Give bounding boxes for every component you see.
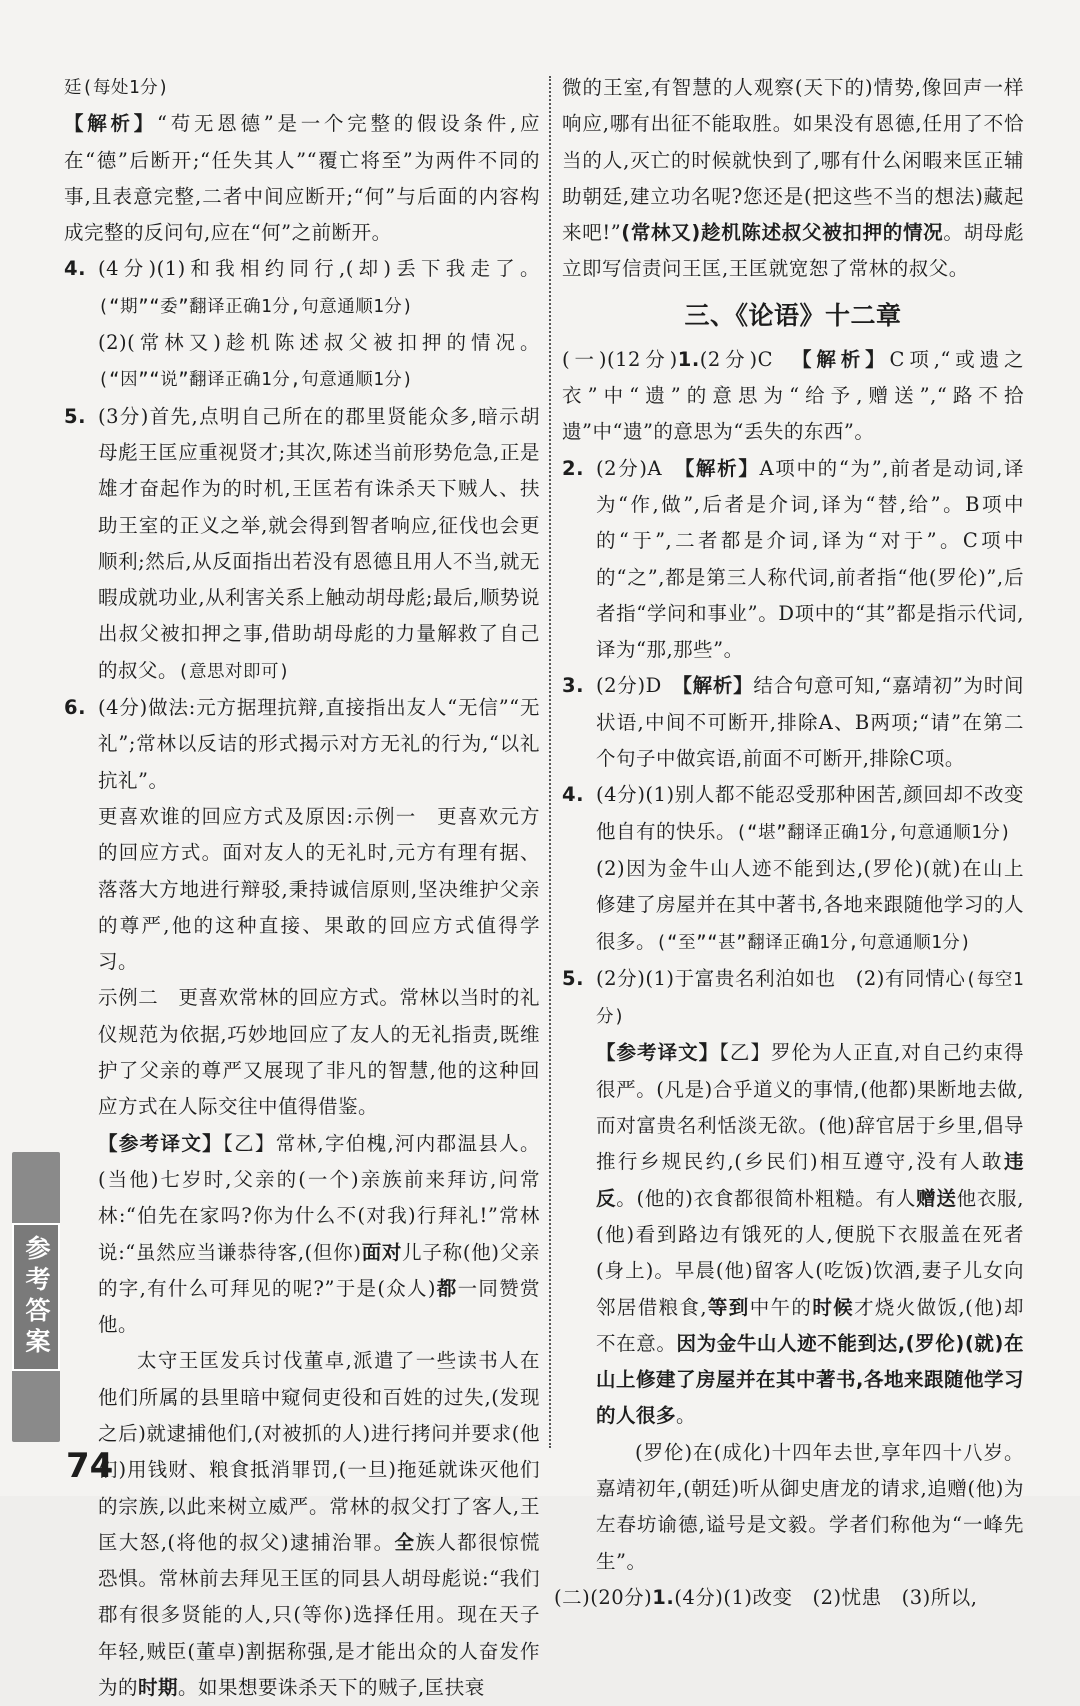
translation-text: 一同赞赏他。 <box>98 1276 540 1337</box>
bold-keyword: 赠送 <box>916 1186 957 1210</box>
answer-text: (2)(常林又)趁机陈述叔父被扣押的情况。 <box>98 331 540 355</box>
translation-text: 才烧火做饭,(他)却不在意。 <box>596 1295 1024 1355</box>
translation-text: 族人都很惊慌恐惧。常林前去拜见王匡的同县人胡母彪说:“我们郡有很多贤能的人,只(等你)选择任用。现在天子年轻,贼臣(董卓)割据称强,是才能出众的人奋发作为的 <box>98 1530 540 1700</box>
answer-text: (2)因为金牛山人迹不能到达,(罗伦)(就)在山上修建了房屋并在其中著书,各地来跟随他学习的人很多。 <box>596 856 1024 953</box>
scoring-note: (意思对即可) <box>178 661 291 682</box>
item-number: 4. <box>562 783 584 807</box>
left-column <box>64 70 540 1706</box>
item-number: 4. <box>64 257 86 281</box>
answer-item-2 <box>562 451 1024 669</box>
bold-keyword: (常林又)趁机陈述叔父被扣押的情况 <box>621 221 944 245</box>
translation-text: 。(他的)衣食都很简朴粗糙。有人 <box>616 1186 917 1210</box>
reference-tag: 【参考译文】 <box>98 1131 223 1155</box>
answer-item-4-right <box>562 777 1024 851</box>
continued-line: 廷(每处1分) <box>64 78 170 98</box>
answer-text: (2分)(1)于富贵名利泊如也 (2)有同情心 <box>596 966 966 990</box>
reference-translation-right-p2: (罗伦)在(成化)十四年去世,享年四十八岁。嘉靖初年,(朝廷)听从御史唐龙的请求,追赠(他)为左春坊谕德,谥号是文毅。学者们称他为“一峰先生”。 <box>596 1440 1024 1573</box>
answer-item-4 <box>64 251 540 325</box>
scoring-note: (“期”“委”翻译正确1分,句意通顺1分) <box>98 296 414 317</box>
reference-translation <box>64 1126 540 1344</box>
translation-text: 儿子称(他)父亲的字,有什么可拜见的呢?”于是(众人) <box>98 1240 541 1300</box>
item-number: 1. <box>677 347 700 371</box>
item-number: 2. <box>562 456 584 480</box>
item-number: 1. <box>652 1585 675 1609</box>
scoring-note: (“堪”翻译正确1分,句意通顺1分) <box>736 822 1012 843</box>
part-prefix: (二)(20分) <box>554 1585 653 1609</box>
analysis-text: “苟无恩德”是一个完整的假设条件,应在“德”后断开;“任失其人”“覆亡将至”为两件不同的事,且表意完整,二者中间应断开;“何”与后面的内容构成完整的反问句,应在“何”之前断开。 <box>64 112 540 245</box>
bold-keyword: 全 <box>394 1530 416 1554</box>
translation-text: 【乙】罗伦为人正直,对自己约束得很严。(凡是)合乎道义的事情,(他都)果断地去做,而对富贵名利恬淡无欲。(他)辞官居于乡里,倡导推行乡规民约,(乡民们)相互遵守,没有人敢 <box>596 1041 1024 1174</box>
answer-item-4-part-2 <box>64 325 540 399</box>
translation-text: 【乙】常林,字伯槐,河内郡温县人。(当他)七岁时,父亲的(一个)亲族前来拜访,问常林:“伯先在家吗?你为什么不(对我)行拜礼!”常林说:“虽然应当谦恭待客,(但你) <box>98 1131 540 1264</box>
translation-text: 微的王室,有智慧的人观察(天下的)情势,像回声一样响应,哪有出征不能取胜。如果没有恩德,任用了不恰当的人,灭亡的时候就快到了,哪有什么闲暇来匡正辅助朝廷,建立功名呢?您还是(把这些不当的想法)藏起来吧!” <box>562 76 1024 245</box>
column-divider <box>549 76 551 1448</box>
answer-item-6-example-2: 示例二 更喜欢常林的回应方式。常林以当时的礼仪规范为依据,巧妙地回应了友人的无礼指责,既维护了父亲的尊严又展现了非凡的智慧,他的这种回应方式在人际交往中值得借鉴。 <box>98 986 540 1119</box>
bold-keyword: 因为金牛山人迹不能到达,(罗伦)(就)在山上修建了房屋并在其中著书,各地来跟随他学习的人很多 <box>596 1331 1024 1428</box>
item-number: 3. <box>562 674 584 698</box>
answer-text: (4分)(1)改变 (2)忧患 (3)所以, <box>674 1585 978 1609</box>
reference-translation-p2 <box>64 1343 540 1706</box>
page-number: 74 <box>66 1446 114 1486</box>
side-tab-label: 参考答案 <box>12 1223 60 1371</box>
translation-text: 。 <box>676 1404 697 1428</box>
bold-keyword: 违反 <box>596 1150 1024 1210</box>
item-number: 5. <box>562 966 584 990</box>
analysis-tag: 【解析】 <box>682 674 754 698</box>
answer-item-6 <box>64 690 540 799</box>
answer-text: (3分)首先,点明自己所在的郡里贤能众多,暗示胡母彪王匡应重视贤才;其次,陈述当前形势危急,正是雄才奋起作为的时机,王匡若有诛杀天下贼人、扶助王室的正义之举,就会得到智者响应,征伐也会更顺利;然后,从反面指出若没有恩德且用人不当,就无暇成就功业,从利害关系上触动胡母彪;最后,顺势说出叔父被扣押之事,借助胡母彪的力量解救了自己的叔父。 <box>98 404 540 682</box>
scoring-note: (每空1分) <box>596 969 1024 1028</box>
answer-text: (2分)A <box>596 456 663 480</box>
reference-tag: 【参考译文】 <box>596 1041 720 1065</box>
continued-translation <box>562 70 1024 288</box>
translation-text: 中午的 <box>749 1295 813 1319</box>
answer-text: (4分)(1)和我相约同行,(却)丢下我走了。 <box>98 257 540 281</box>
answer-item-3 <box>562 668 1024 777</box>
translation-text: 。如果想要诛杀天下的贼子,匡扶衰 <box>178 1676 485 1700</box>
answer-item-5-right <box>562 961 1024 1036</box>
analysis-text: C项,“或遗之衣”中“遗”的意思为“给予,赠送”,“路不拾遗”中“遗”的意思为“丢失的东西”。 <box>562 347 1024 444</box>
right-column <box>554 70 1025 1616</box>
scoring-note: (“因”“说”翻译正确1分,句意通顺1分) <box>98 370 414 391</box>
analysis-paragraph <box>64 106 540 251</box>
answer-item-6-example-1: 更喜欢谁的回应方式及原因:示例一 更喜欢元方的回应方式。面对友人的无礼时,元方有理有据、落落大方地进行辩驳,秉持诚信原则,坚决维护父亲的尊严,他的这种直接、果敢的回应方式值得学习。 <box>98 804 540 974</box>
bold-keyword: 时候 <box>812 1295 855 1319</box>
analysis-tag: 【解析】 <box>684 456 760 480</box>
analysis-tag: 【解析】 <box>64 112 158 136</box>
part-prefix: (一)(12分) <box>562 347 678 371</box>
translation-text: 他衣服,(他)看到路边有饿死的人,便脱下衣服盖在死者(身上)。早晨(他)留客人(吃饭)饮酒,妻子儿女向邻居借粮食, <box>596 1186 1024 1319</box>
scoring-note: (“至”“甚”翻译正确1分,句意通顺1分) <box>656 932 972 953</box>
item-number: 5. <box>64 404 86 428</box>
analysis-tag: 【解析】 <box>801 347 890 371</box>
translation-text: 。胡母彪立即写信责问王匡,王匡就宽恕了常林的叔父。 <box>562 221 1024 281</box>
reference-translation-right <box>562 1035 1024 1434</box>
answer-text: (4分)做法:元方据理抗辩,直接指出友人“无信”“无礼”;常林以反诘的形式揭示对方无礼的行为,“以礼抗礼”。 <box>98 696 540 792</box>
bold-keyword: 时期 <box>138 1676 179 1700</box>
bold-keyword: 等到 <box>707 1295 750 1319</box>
answer-item-4-right-part-2 <box>562 851 1024 961</box>
bold-keyword: 面对 <box>361 1240 403 1264</box>
section-2-item-1 <box>554 1580 1024 1616</box>
answer-text: (2分)D <box>596 674 662 698</box>
bold-keyword: 都 <box>435 1276 458 1300</box>
section-title: 三、《论语》十二章 <box>684 300 902 330</box>
answer-text: (4分)(1)别人都不能忍受那种困苦,颜回却不改变他自有的快乐。 <box>596 783 1024 843</box>
translation-text: 太守王匡发兵讨伐董卓,派遣了一些读书人在他们所属的县里暗中窥伺吏役和百姓的过失,(发现之后)就逮捕他们,(对被抓的人)进行拷问并要求(他们)用钱财、粮食抵消罪罚,(一旦)拖延就诛灭他们的宗族,以此来树立威严。常林的叔父打了客人,王匡大怒,(将他的叔父)逮捕治罪。 <box>98 1349 540 1554</box>
analysis-text: A项中的“为”,前者是动词,译为“作,做”,后者是介词,译为“替,给”。B项中的“于”,二者都是介词,译为“对于”。C项中的“之”,都是第三人称代词,前者指“他(罗伦)”,后者指“学问和事业”。D项中的“其”都是指示代词,译为“那,那些”。 <box>596 456 1025 662</box>
analysis-text: 结合句意可知,“嘉靖初”为时间状语,中间不可断开,排除A、B两项;“请”在第二个句子中做宾语,前面不可断开,排除C项。 <box>596 674 1024 771</box>
section-1-item-1 <box>562 342 1024 451</box>
answer-text: (2分)C <box>699 347 774 371</box>
item-number: 6. <box>64 696 86 720</box>
answer-item-5 <box>64 399 540 690</box>
answer-section-tab <box>12 1152 60 1442</box>
